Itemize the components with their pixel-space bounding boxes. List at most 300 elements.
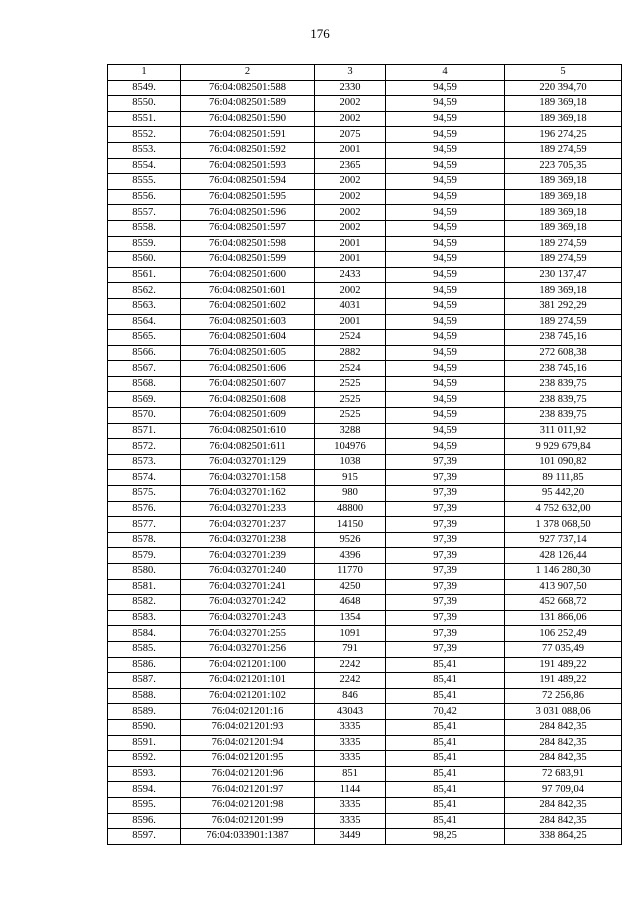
table-row [108,564,622,580]
table-row [108,829,622,845]
area-cell: 851 [315,766,386,782]
value-cell: 106 252,49 [505,626,622,642]
rate-cell: 94,59 [386,220,505,236]
row-number-cell: 8565. [108,330,181,346]
row-number-cell: 8584. [108,626,181,642]
rate-cell: 70,42 [386,704,505,720]
area-cell: 104976 [315,439,386,455]
value-cell: 927 737,14 [505,532,622,548]
value-cell: 72 683,91 [505,766,622,782]
rate-cell: 97,39 [386,454,505,470]
row-number-cell: 8554. [108,158,181,174]
table-row [108,392,622,408]
area-cell: 2365 [315,158,386,174]
rate-cell: 97,39 [386,626,505,642]
area-cell: 2882 [315,345,386,361]
area-cell: 2002 [315,189,386,205]
value-cell: 413 907,50 [505,579,622,595]
cadastral-number-cell: 76:04:032701:240 [181,564,315,580]
row-number-cell: 8559. [108,236,181,252]
cadastral-number-cell: 76:04:032701:158 [181,470,315,486]
row-number-cell: 8563. [108,298,181,314]
area-cell: 3335 [315,797,386,813]
column-header: 3 [315,65,386,81]
cadastral-number-cell: 76:04:032701:243 [181,610,315,626]
value-cell: 189 369,18 [505,205,622,221]
value-cell: 238 745,16 [505,330,622,346]
rate-cell: 94,59 [386,298,505,314]
cadastral-number-cell: 76:04:021201:97 [181,782,315,798]
value-cell: 189 369,18 [505,283,622,299]
table-row [108,579,622,595]
value-cell: 238 839,75 [505,392,622,408]
rate-cell: 97,39 [386,641,505,657]
table-row [108,486,622,502]
table-row [108,657,622,673]
row-number-cell: 8576. [108,501,181,517]
column-header: 1 [108,65,181,81]
area-cell: 1091 [315,626,386,642]
area-cell: 3335 [315,751,386,767]
row-number-cell: 8553. [108,142,181,158]
row-number-cell: 8550. [108,96,181,112]
row-number-cell: 8591. [108,735,181,751]
rate-cell: 85,41 [386,813,505,829]
table-row [108,361,622,377]
cadastral-number-cell: 76:04:082501:596 [181,205,315,221]
table-row [108,439,622,455]
area-cell: 846 [315,688,386,704]
area-cell: 14150 [315,517,386,533]
table-row [108,80,622,96]
column-header: 2 [181,65,315,81]
rate-cell: 94,59 [386,142,505,158]
value-cell: 284 842,35 [505,719,622,735]
cadastral-number-cell: 76:04:082501:591 [181,127,315,143]
row-number-cell: 8572. [108,439,181,455]
row-number-cell: 8564. [108,314,181,330]
rate-cell: 94,59 [386,158,505,174]
row-number-cell: 8549. [108,80,181,96]
row-number-cell: 8562. [108,283,181,299]
row-number-cell: 8582. [108,595,181,611]
table-row [108,704,622,720]
rate-cell: 94,59 [386,423,505,439]
value-cell: 189 274,59 [505,142,622,158]
cadastral-number-cell: 76:04:082501:605 [181,345,315,361]
area-cell: 3335 [315,813,386,829]
rate-cell: 97,39 [386,595,505,611]
value-cell: 189 274,59 [505,236,622,252]
value-cell: 238 839,75 [505,376,622,392]
area-cell: 1354 [315,610,386,626]
table-row [108,610,622,626]
cadastral-number-cell: 76:04:021201:101 [181,673,315,689]
rate-cell: 94,59 [386,376,505,392]
area-cell: 980 [315,486,386,502]
table-row [108,252,622,268]
table-row [108,548,622,564]
value-cell: 189 369,18 [505,96,622,112]
cadastral-number-cell: 76:04:082501:606 [181,361,315,377]
cadastral-number-cell: 76:04:032701:256 [181,641,315,657]
table-row [108,267,622,283]
value-cell: 284 842,35 [505,735,622,751]
row-number-cell: 8555. [108,174,181,190]
area-cell: 2075 [315,127,386,143]
rate-cell: 94,59 [386,174,505,190]
rate-cell: 97,39 [386,579,505,595]
value-cell: 284 842,35 [505,751,622,767]
table-row [108,454,622,470]
rate-cell: 85,41 [386,657,505,673]
table-row [108,735,622,751]
row-number-cell: 8558. [108,220,181,236]
rate-cell: 97,39 [386,517,505,533]
rate-cell: 97,39 [386,548,505,564]
area-cell: 4648 [315,595,386,611]
value-cell: 230 137,47 [505,267,622,283]
cadastral-number-cell: 76:04:082501:597 [181,220,315,236]
rate-cell: 94,59 [386,205,505,221]
table-row [108,766,622,782]
row-number-cell: 8583. [108,610,181,626]
rate-cell: 85,41 [386,719,505,735]
cadastral-number-cell: 76:04:032701:129 [181,454,315,470]
rate-cell: 97,39 [386,564,505,580]
value-cell: 189 369,18 [505,111,622,127]
cadastral-number-cell: 76:04:032701:238 [181,532,315,548]
area-cell: 2330 [315,80,386,96]
area-cell: 2001 [315,252,386,268]
page-number: 176 [310,26,330,41]
table-row [108,220,622,236]
row-number-cell: 8556. [108,189,181,205]
rate-cell: 94,59 [386,361,505,377]
row-number-cell: 8571. [108,423,181,439]
area-cell: 2002 [315,205,386,221]
rate-cell: 94,59 [386,314,505,330]
value-cell: 101 090,82 [505,454,622,470]
row-number-cell: 8590. [108,719,181,735]
column-header: 4 [386,65,505,81]
row-number-cell: 8574. [108,470,181,486]
area-cell: 9526 [315,532,386,548]
cadastral-number-cell: 76:04:021201:99 [181,813,315,829]
value-cell: 311 011,92 [505,423,622,439]
rate-cell: 97,39 [386,470,505,486]
cadastral-table [107,64,622,845]
cadastral-number-cell: 76:04:082501:592 [181,142,315,158]
area-cell: 2525 [315,408,386,424]
area-cell: 2001 [315,142,386,158]
rate-cell: 94,59 [386,127,505,143]
cadastral-number-cell: 76:04:082501:593 [181,158,315,174]
row-number-cell: 8577. [108,517,181,533]
area-cell: 1144 [315,782,386,798]
table-row [108,673,622,689]
table-row [108,111,622,127]
cadastral-number-cell: 76:04:021201:95 [181,751,315,767]
row-number-cell: 8551. [108,111,181,127]
row-number-cell: 8586. [108,657,181,673]
cadastral-number-cell: 76:04:082501:602 [181,298,315,314]
rate-cell: 94,59 [386,345,505,361]
cadastral-number-cell: 76:04:032701:242 [181,595,315,611]
rate-cell: 85,41 [386,688,505,704]
area-cell: 4031 [315,298,386,314]
value-cell: 189 274,59 [505,252,622,268]
table-row [108,189,622,205]
rate-cell: 85,41 [386,735,505,751]
cadastral-number-cell: 76:04:021201:16 [181,704,315,720]
cadastral-number-cell: 76:04:082501:611 [181,439,315,455]
table-row [108,96,622,112]
rate-cell: 94,59 [386,252,505,268]
rate-cell: 94,59 [386,96,505,112]
table-header-row [108,65,622,81]
rate-cell: 94,59 [386,267,505,283]
area-cell: 2242 [315,657,386,673]
value-cell: 4 752 632,00 [505,501,622,517]
value-cell: 196 274,25 [505,127,622,143]
table-row [108,813,622,829]
row-number-cell: 8585. [108,641,181,657]
value-cell: 131 866,06 [505,610,622,626]
value-cell: 77 035,49 [505,641,622,657]
row-number-cell: 8579. [108,548,181,564]
area-cell: 2524 [315,361,386,377]
area-cell: 3335 [315,719,386,735]
value-cell: 381 292,29 [505,298,622,314]
column-header: 5 [505,65,622,81]
area-cell: 2002 [315,220,386,236]
table-row [108,719,622,735]
cadastral-number-cell: 76:04:082501:590 [181,111,315,127]
table-row [108,236,622,252]
table-row [108,174,622,190]
area-cell: 915 [315,470,386,486]
value-cell: 191 489,22 [505,673,622,689]
rate-cell: 94,59 [386,392,505,408]
row-number-cell: 8592. [108,751,181,767]
value-cell: 428 126,44 [505,548,622,564]
cadastral-number-cell: 76:04:032701:237 [181,517,315,533]
rate-cell: 94,59 [386,111,505,127]
rate-cell: 85,41 [386,751,505,767]
value-cell: 89 111,85 [505,470,622,486]
table-row [108,501,622,517]
value-cell: 95 442,20 [505,486,622,502]
cadastral-number-cell: 76:04:021201:100 [181,657,315,673]
table-row [108,127,622,143]
table-row [108,376,622,392]
cadastral-number-cell: 76:04:082501:610 [181,423,315,439]
row-number-cell: 8595. [108,797,181,813]
value-cell: 189 274,59 [505,314,622,330]
row-number-cell: 8569. [108,392,181,408]
rate-cell: 97,39 [386,501,505,517]
row-number-cell: 8589. [108,704,181,720]
cadastral-number-cell: 76:04:082501:603 [181,314,315,330]
row-number-cell: 8570. [108,408,181,424]
rate-cell: 85,41 [386,766,505,782]
area-cell: 4396 [315,548,386,564]
table-row [108,751,622,767]
value-cell: 272 608,38 [505,345,622,361]
area-cell: 2001 [315,236,386,252]
value-cell: 9 929 679,84 [505,439,622,455]
rate-cell: 94,59 [386,283,505,299]
area-cell: 2524 [315,330,386,346]
value-cell: 97 709,04 [505,782,622,798]
rate-cell: 98,25 [386,829,505,845]
cadastral-number-cell: 76:04:082501:599 [181,252,315,268]
table-row [108,470,622,486]
cadastral-number-cell: 76:04:032701:233 [181,501,315,517]
row-number-cell: 8587. [108,673,181,689]
table-row [108,283,622,299]
table-row [108,345,622,361]
value-cell: 238 839,75 [505,408,622,424]
table-row [108,298,622,314]
table-row [108,423,622,439]
rate-cell: 97,39 [386,532,505,548]
area-cell: 2002 [315,111,386,127]
value-cell: 191 489,22 [505,657,622,673]
cadastral-number-cell: 76:04:082501:604 [181,330,315,346]
area-cell: 3288 [315,423,386,439]
value-cell: 238 745,16 [505,361,622,377]
area-cell: 2001 [315,314,386,330]
table-row [108,330,622,346]
row-number-cell: 8575. [108,486,181,502]
table-row [108,314,622,330]
row-number-cell: 8557. [108,205,181,221]
area-cell: 791 [315,641,386,657]
row-number-cell: 8568. [108,376,181,392]
value-cell: 3 031 088,06 [505,704,622,720]
row-number-cell: 8593. [108,766,181,782]
area-cell: 1038 [315,454,386,470]
area-cell: 2002 [315,96,386,112]
value-cell: 220 394,70 [505,80,622,96]
table-row [108,158,622,174]
cadastral-number-cell: 76:04:021201:98 [181,797,315,813]
row-number-cell: 8560. [108,252,181,268]
cadastral-number-cell: 76:04:082501:595 [181,189,315,205]
value-cell: 284 842,35 [505,813,622,829]
cadastral-number-cell: 76:04:082501:607 [181,376,315,392]
area-cell: 3335 [315,735,386,751]
value-cell: 338 864,25 [505,829,622,845]
cadastral-number-cell: 76:04:032701:162 [181,486,315,502]
row-number-cell: 8581. [108,579,181,595]
cadastral-number-cell: 76:04:032701:239 [181,548,315,564]
row-number-cell: 8580. [108,564,181,580]
rate-cell: 94,59 [386,236,505,252]
row-number-cell: 8561. [108,267,181,283]
area-cell: 11770 [315,564,386,580]
rate-cell: 94,59 [386,408,505,424]
value-cell: 189 369,18 [505,174,622,190]
rate-cell: 94,59 [386,80,505,96]
rate-cell: 85,41 [386,797,505,813]
table-row [108,517,622,533]
row-number-cell: 8596. [108,813,181,829]
area-cell: 2242 [315,673,386,689]
area-cell: 2525 [315,376,386,392]
area-cell: 3449 [315,829,386,845]
row-number-cell: 8573. [108,454,181,470]
table-row [108,797,622,813]
row-number-cell: 8566. [108,345,181,361]
area-cell: 2433 [315,267,386,283]
cadastral-number-cell: 76:04:032701:255 [181,626,315,642]
cadastral-number-cell: 76:04:082501:588 [181,80,315,96]
value-cell: 223 705,35 [505,158,622,174]
cadastral-number-cell: 76:04:082501:600 [181,267,315,283]
value-cell: 452 668,72 [505,595,622,611]
rate-cell: 94,59 [386,189,505,205]
value-cell: 72 256,86 [505,688,622,704]
row-number-cell: 8594. [108,782,181,798]
row-number-cell: 8578. [108,532,181,548]
area-cell: 2002 [315,283,386,299]
table-row [108,626,622,642]
cadastral-number-cell: 76:04:021201:96 [181,766,315,782]
cadastral-number-cell: 76:04:021201:102 [181,688,315,704]
value-cell: 1 146 280,30 [505,564,622,580]
cadastral-number-cell: 76:04:033901:1387 [181,829,315,845]
cadastral-number-cell: 76:04:082501:598 [181,236,315,252]
area-cell: 48800 [315,501,386,517]
rate-cell: 85,41 [386,673,505,689]
area-cell: 2002 [315,174,386,190]
cadastral-number-cell: 76:04:082501:609 [181,408,315,424]
table-row [108,641,622,657]
table-row [108,782,622,798]
rate-cell: 97,39 [386,486,505,502]
value-cell: 189 369,18 [505,220,622,236]
table-row [108,142,622,158]
cadastral-number-cell: 76:04:082501:594 [181,174,315,190]
rate-cell: 85,41 [386,782,505,798]
table-row [108,532,622,548]
rate-cell: 97,39 [386,610,505,626]
table-body [108,65,622,845]
area-cell: 2525 [315,392,386,408]
value-cell: 1 378 068,50 [505,517,622,533]
row-number-cell: 8597. [108,829,181,845]
table-row [108,595,622,611]
value-cell: 189 369,18 [505,189,622,205]
row-number-cell: 8588. [108,688,181,704]
row-number-cell: 8567. [108,361,181,377]
table-row [108,688,622,704]
cadastral-number-cell: 76:04:082501:601 [181,283,315,299]
row-number-cell: 8552. [108,127,181,143]
table-row [108,205,622,221]
area-cell: 4250 [315,579,386,595]
cadastral-number-cell: 76:04:032701:241 [181,579,315,595]
value-cell: 284 842,35 [505,797,622,813]
cadastral-number-cell: 76:04:082501:589 [181,96,315,112]
area-cell: 43043 [315,704,386,720]
rate-cell: 94,59 [386,330,505,346]
cadastral-number-cell: 76:04:082501:608 [181,392,315,408]
table-row [108,408,622,424]
